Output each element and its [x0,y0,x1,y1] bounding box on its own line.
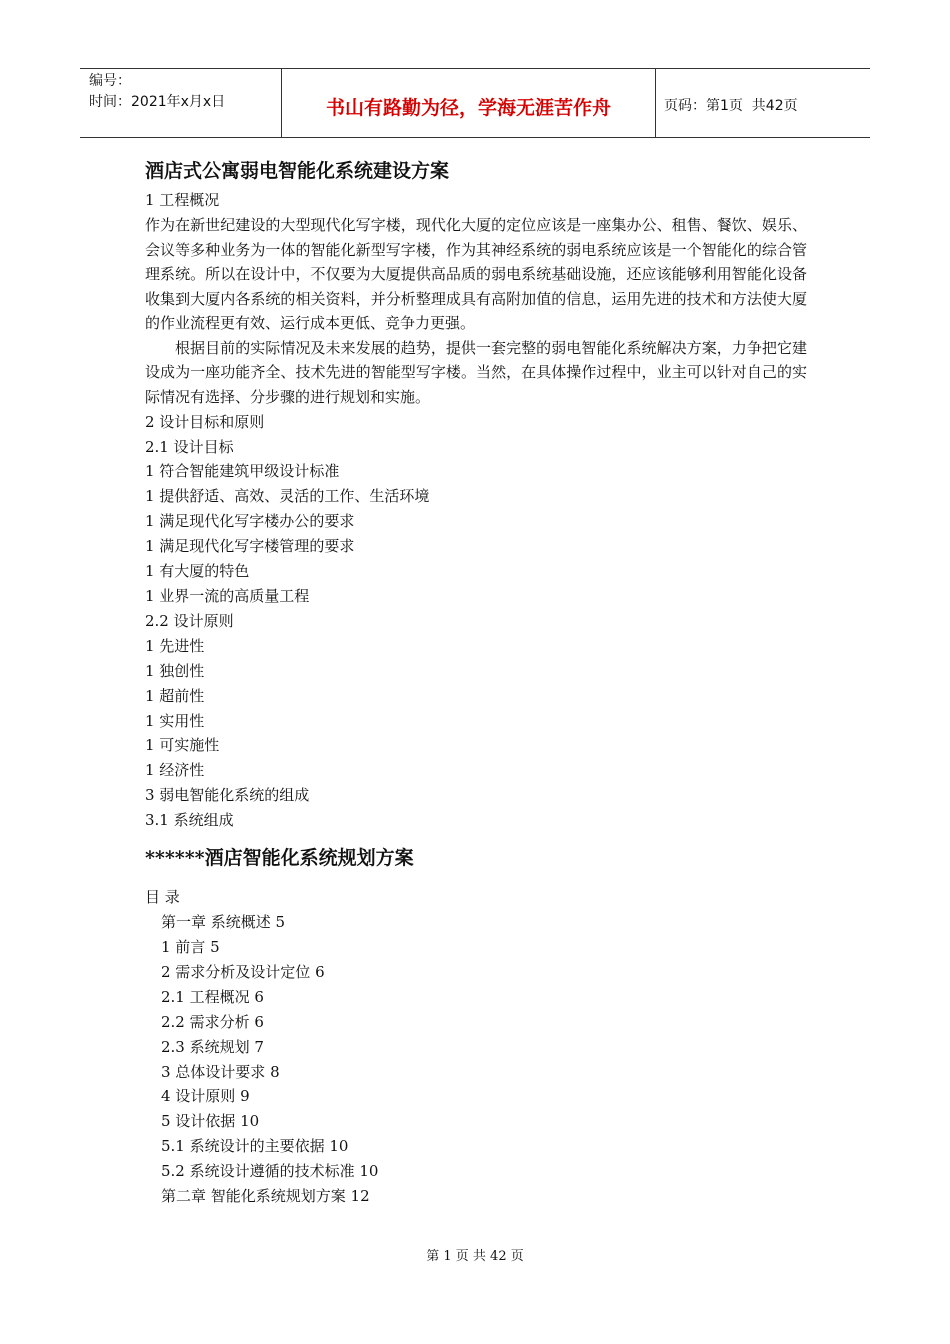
toc-item: 5.1 系统设计的主要依据 10 [161,1137,349,1156]
page-label-cell [656,69,870,137]
toc-item: 第一章 系统概述 5 [161,913,286,932]
list-item: 1 满足现代化写字楼管理的要求 [145,537,355,556]
list-item: 1 超前性 [145,686,205,705]
toc-item: 2.2 需求分析 6 [161,1012,264,1031]
toc-item: 4 设计原则 9 [161,1087,250,1106]
section-heading: 1 工程概况 [145,191,220,209]
toc-item: 第二章 智能化系统规划方案 12 [161,1187,370,1206]
document-title: 酒店式公寓弱电智能化系统建设方案 [145,160,450,182]
list-item: 1 提供舒适、高效、灵活的工作、生活环境 [145,487,430,506]
list-item: 1 独创性 [145,661,205,680]
toc-item: 5.2 系统设计遵循的技术标准 10 [161,1162,379,1181]
section-heading: 2 设计目标和原则 [145,412,265,431]
list-item: 1 业界一流的高质量工程 [145,587,310,605]
toc-item: 5 设计依据 10 [161,1112,260,1131]
list-item: 1 经济性 [145,761,205,780]
header-meta [80,69,282,137]
page-header [80,68,870,138]
list-item: 1 满足现代化写字楼办公的要求 [145,512,355,531]
list-item: 1 可实施性 [145,736,220,755]
toc-item: 2.1 工程概况 6 [161,987,264,1006]
subsection-heading: 2.2 设计原则 [145,611,234,630]
page-footer: 第 1 页 共 42 页 [426,1249,524,1264]
toc-heading: 目 录 [145,888,180,907]
section-heading: 3 弱电智能化系统的组成 [145,786,310,805]
list-item: 1 实用性 [145,711,205,730]
motto: 书山有路勤为径，学海无涯苦作舟 [282,69,656,137]
toc-item: 2.3 系统规划 7 [161,1037,264,1056]
list-item: 1 有大厦的特色 [145,562,250,581]
document-body [145,154,807,1209]
toc-item: 3 总体设计要求 8 [161,1062,280,1081]
toc-item: 1 前言 5 [161,937,220,956]
paragraph: 根据目前的实际情况及未来发展的趋势，提供一套完整的弱电智能化系统解决方案，力争把它建设成为一座功能齐全、技术先进的智能型写字楼。当然，在具体操作过程中，业主可以针对自己的实际情况有选择、分步骤的进行规划和实施。 [145,338,807,407]
number-label: 编号： [89,73,131,89]
subsection-heading: 2.1 设计目标 [145,437,234,456]
plan-title: ******酒店智能化系统规划方案 [145,847,414,870]
list-item: 1 符合智能建筑甲级设计标准 [145,462,340,481]
subsection-heading: 3.1 系统组成 [145,811,234,830]
list-item: 1 先进性 [145,636,205,655]
toc-item: 2 需求分析及设计定位 6 [161,962,325,981]
page-label: 页码：第1页 共42页 [664,98,798,114]
paragraph: 作为在新世纪建设的大型现代化写字楼，现代化大厦的定位应该是一座集办公、租售、餐饮、娱乐、会议等多种业务为一体的智能化新型写字楼，作为其神经系统的弱电系统应该是一个智能化的综合管理系统。所以在设计中，不仅要为大厦提供高品质的弱电系统基础设施，还应该能够利用智能化设备收集到大厦内各系统的相关资料，并分析整理成具有高附加值的信息，运用先进的技术和方法使大厦的作业流程更有效、运行成本更低、竞争力更强。 [145,215,807,333]
time-label: 时间：2021年x月x日 [89,94,226,110]
